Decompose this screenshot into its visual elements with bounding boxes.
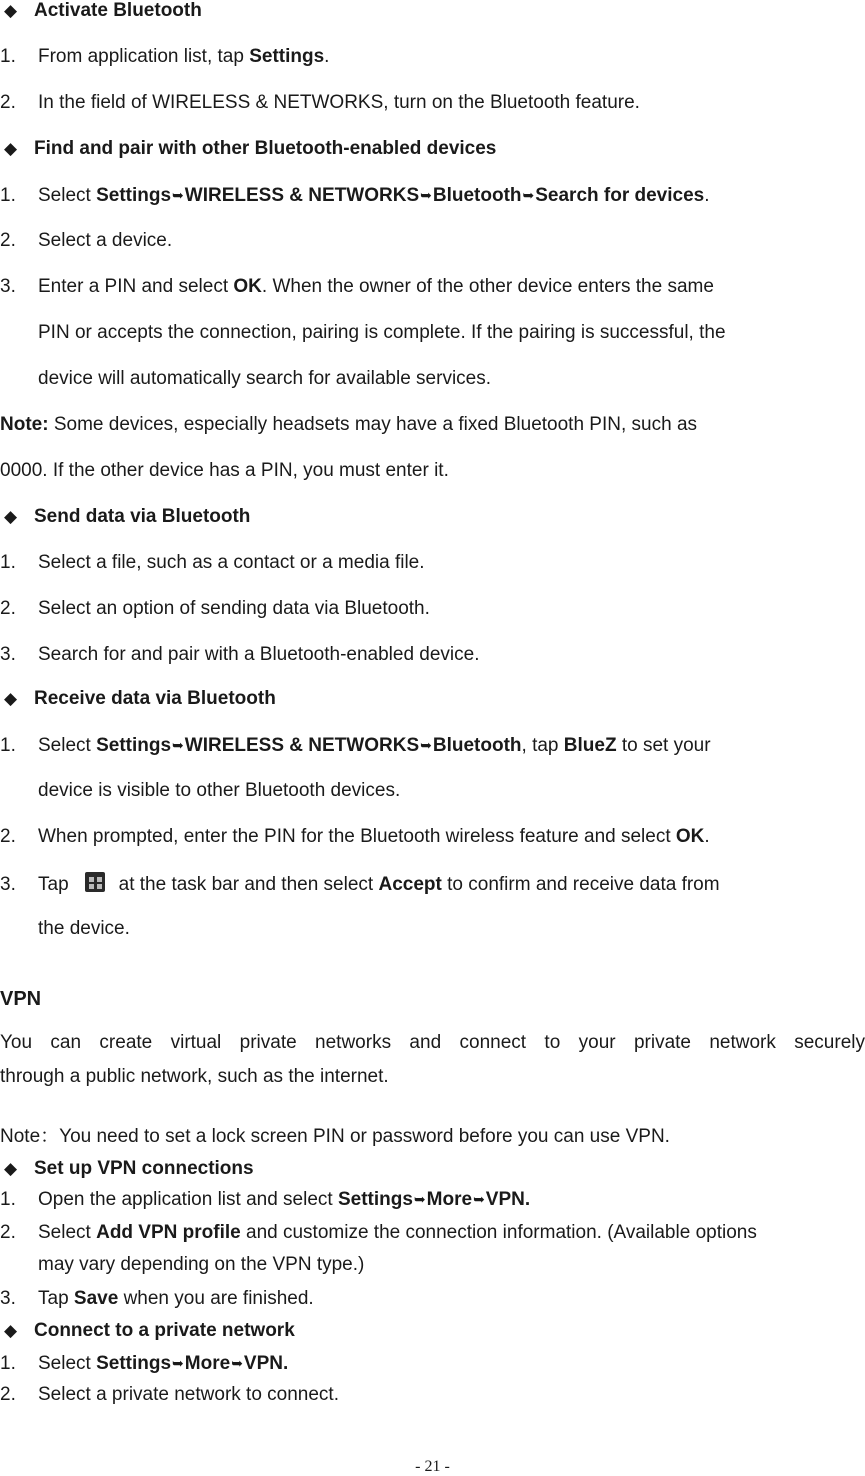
list-item-continuation: PIN or accepts the connection, pairing is complete. If the pairing is successful, the <box>38 322 726 343</box>
arrow-icon: ➥ <box>172 187 184 203</box>
diamond-bullet-icon: ◆ <box>4 139 18 158</box>
list-item: 3. Enter a PIN and select OK. When the owner of the other device enters the same <box>0 276 714 297</box>
vpn-intro-line: through a public network, such as the internet. <box>0 1066 389 1087</box>
list-item: 1. Open the application list and select Settings➥More➥VPN. <box>0 1189 531 1210</box>
list-item: 2. Select Add VPN profile and customize the connection information. (Available options <box>0 1222 757 1243</box>
list-item: 2. Select a device. <box>0 230 173 251</box>
arrow-icon: ➥ <box>172 737 184 753</box>
section-heading: ◆ Send data via Bluetooth <box>4 506 251 527</box>
list-item-continuation: the device. <box>38 918 130 939</box>
section-heading: ◆ Connect to a private network <box>4 1320 295 1341</box>
list-item: 2. Select an option of sending data via Bluetooth. <box>0 598 430 619</box>
vpn-note: Note：You need to set a lock screen PIN or password before you can use VPN. <box>0 1126 670 1147</box>
list-item: 1. From application list, tap Settings. <box>0 46 330 67</box>
section-heading: ◆ Find and pair with other Bluetooth-enabled devices <box>4 138 497 159</box>
arrow-icon: ➥ <box>420 737 432 753</box>
list-item-continuation: device is visible to other Bluetooth devices. <box>38 780 401 801</box>
arrow-icon: ➥ <box>231 1355 243 1371</box>
arrow-icon: ➥ <box>473 1191 485 1207</box>
section-heading: ◆ Receive data via Bluetooth <box>4 688 276 709</box>
list-item: 3. Tap Save when you are finished. <box>0 1288 314 1309</box>
note-label: Note: <box>0 414 49 435</box>
diamond-bullet-icon: ◆ <box>4 1321 18 1340</box>
vpn-intro-line: You can create virtual private networks and connect to your private network securely <box>0 1032 865 1053</box>
note-paragraph: Note: Some devices, especially headsets may have a fixed Bluetooth PIN, such as <box>0 414 698 435</box>
list-item: 2. Select a private network to connect. <box>0 1384 339 1405</box>
list-item: 3. Tap at the task bar and then select Accept to confirm and receive data from <box>0 874 720 895</box>
arrow-icon: ➥ <box>420 187 432 203</box>
note-paragraph-line: 0000. If the other device has a PIN, you must enter it. <box>0 460 449 481</box>
list-item-continuation: device will automatically search for available services. <box>38 368 492 389</box>
bluetooth-notification-icon <box>85 872 105 892</box>
arrow-icon: ➥ <box>413 1191 426 1207</box>
list-item: 1. Select a file, such as a contact or a media file. <box>0 552 425 573</box>
list-item: 1. Select Settings➥WIRELESS & NETWORKS➥Bluetooth, tap BlueZ to set your <box>0 735 711 756</box>
section-title: VPN <box>0 988 42 1010</box>
diamond-bullet-icon: ◆ <box>4 1 18 20</box>
diamond-bullet-icon: ◆ <box>4 507 18 526</box>
list-item: 1. Select Settings➥WIRELESS & NETWORKS➥Bluetooth➥Search for devices. <box>0 185 710 206</box>
list-item: 2. In the field of WIRELESS & NETWORKS, turn on the Bluetooth feature. <box>0 92 640 113</box>
page-number: - 21 - <box>415 1458 450 1475</box>
arrow-icon: ➥ <box>172 1355 184 1371</box>
diamond-bullet-icon: ◆ <box>4 1159 18 1178</box>
arrow-icon: ➥ <box>522 187 535 203</box>
list-item: 3. Search for and pair with a Bluetooth-enabled device. <box>0 644 480 665</box>
list-item-continuation: may vary depending on the VPN type.) <box>38 1254 365 1275</box>
list-item: 1. Select Settings➥More➥VPN. <box>0 1353 289 1374</box>
list-item: 2. When prompted, enter the PIN for the Bluetooth wireless feature and select OK. <box>0 826 710 847</box>
section-heading: ◆ Activate Bluetooth <box>4 0 202 21</box>
section-heading: ◆ Set up VPN connections <box>4 1158 254 1179</box>
diamond-bullet-icon: ◆ <box>4 689 18 708</box>
